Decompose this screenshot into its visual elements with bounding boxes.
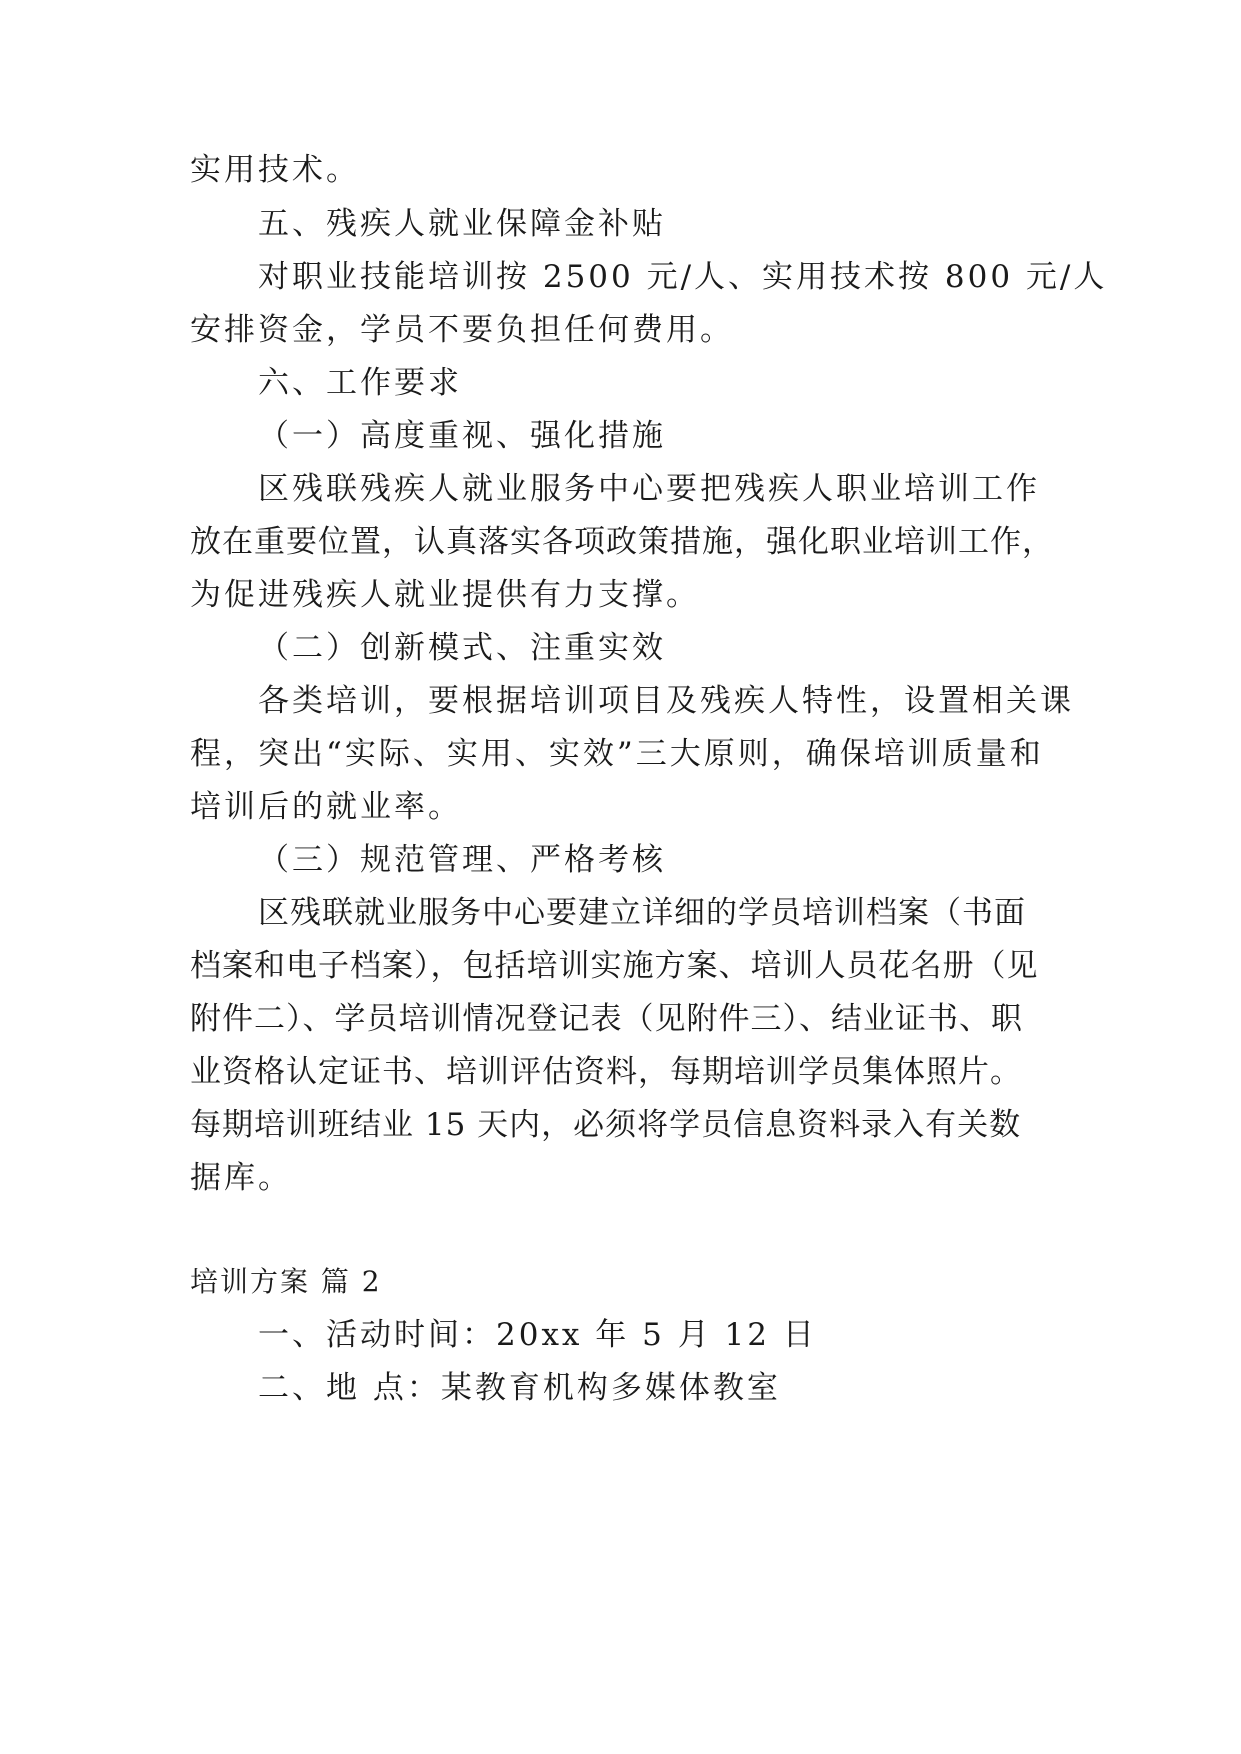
paragraph-line: 区残联残疾人就业服务中心要把残疾人职业培训工作	[258, 471, 1040, 507]
paragraph-line: 安排资金，学员不要负担任何费用。	[190, 312, 734, 348]
paragraph-line: 区残联就业服务中心要建立详细的学员培训档案（书面	[258, 895, 1026, 931]
paragraph-line: 各类培训，要根据培训项目及残疾人特性，设置相关课	[258, 683, 1074, 719]
paragraph-line: 培训后的就业率。	[190, 789, 462, 825]
paragraph-line: 程，突出“实际、实用、实效”三大原则，确保培训质量和	[190, 736, 1044, 772]
paragraph-line: 附件二）、学员培训情况登记表（见附件三）、结业证书、职	[190, 1001, 1023, 1037]
paragraph-line: 据库。	[190, 1160, 292, 1196]
section-heading: 五、残疾人就业保障金补贴	[258, 206, 666, 242]
paragraph-line: 为促进残疾人就业提供有力支撑。	[190, 577, 700, 613]
paragraph-line: 对职业技能培训按 2500 元/人、实用技术按 800 元/人	[258, 259, 1108, 295]
subsection-heading: （三）规范管理、严格考核	[258, 842, 666, 878]
paragraph-line: 每期培训班结业 15 天内，必须将学员信息资料录入有关数	[190, 1107, 1022, 1143]
subsection-heading: （二）创新模式、注重实效	[258, 630, 666, 666]
section-heading: 六、工作要求	[258, 365, 462, 401]
subsection-heading: （一）高度重视、强化措施	[258, 418, 666, 454]
paragraph-line: 业资格认定证书、培训评估资料，每期培训学员集体照片。	[190, 1054, 1022, 1090]
paragraph-line: 实用技术。	[190, 152, 360, 188]
paragraph-line: 一、活动时间：20xx 年 5 月 12 日	[258, 1317, 817, 1353]
paragraph-line: 放在重要位置，认真落实各项政策措施，强化职业培训工作，	[190, 524, 1054, 560]
paragraph-line: 二、地 点：某教育机构多媒体教室	[258, 1370, 781, 1406]
paragraph-line: 档案和电子档案），包括培训实施方案、培训人员花名册（见	[190, 948, 1039, 984]
section-title: 培训方案 篇 2	[190, 1265, 382, 1298]
